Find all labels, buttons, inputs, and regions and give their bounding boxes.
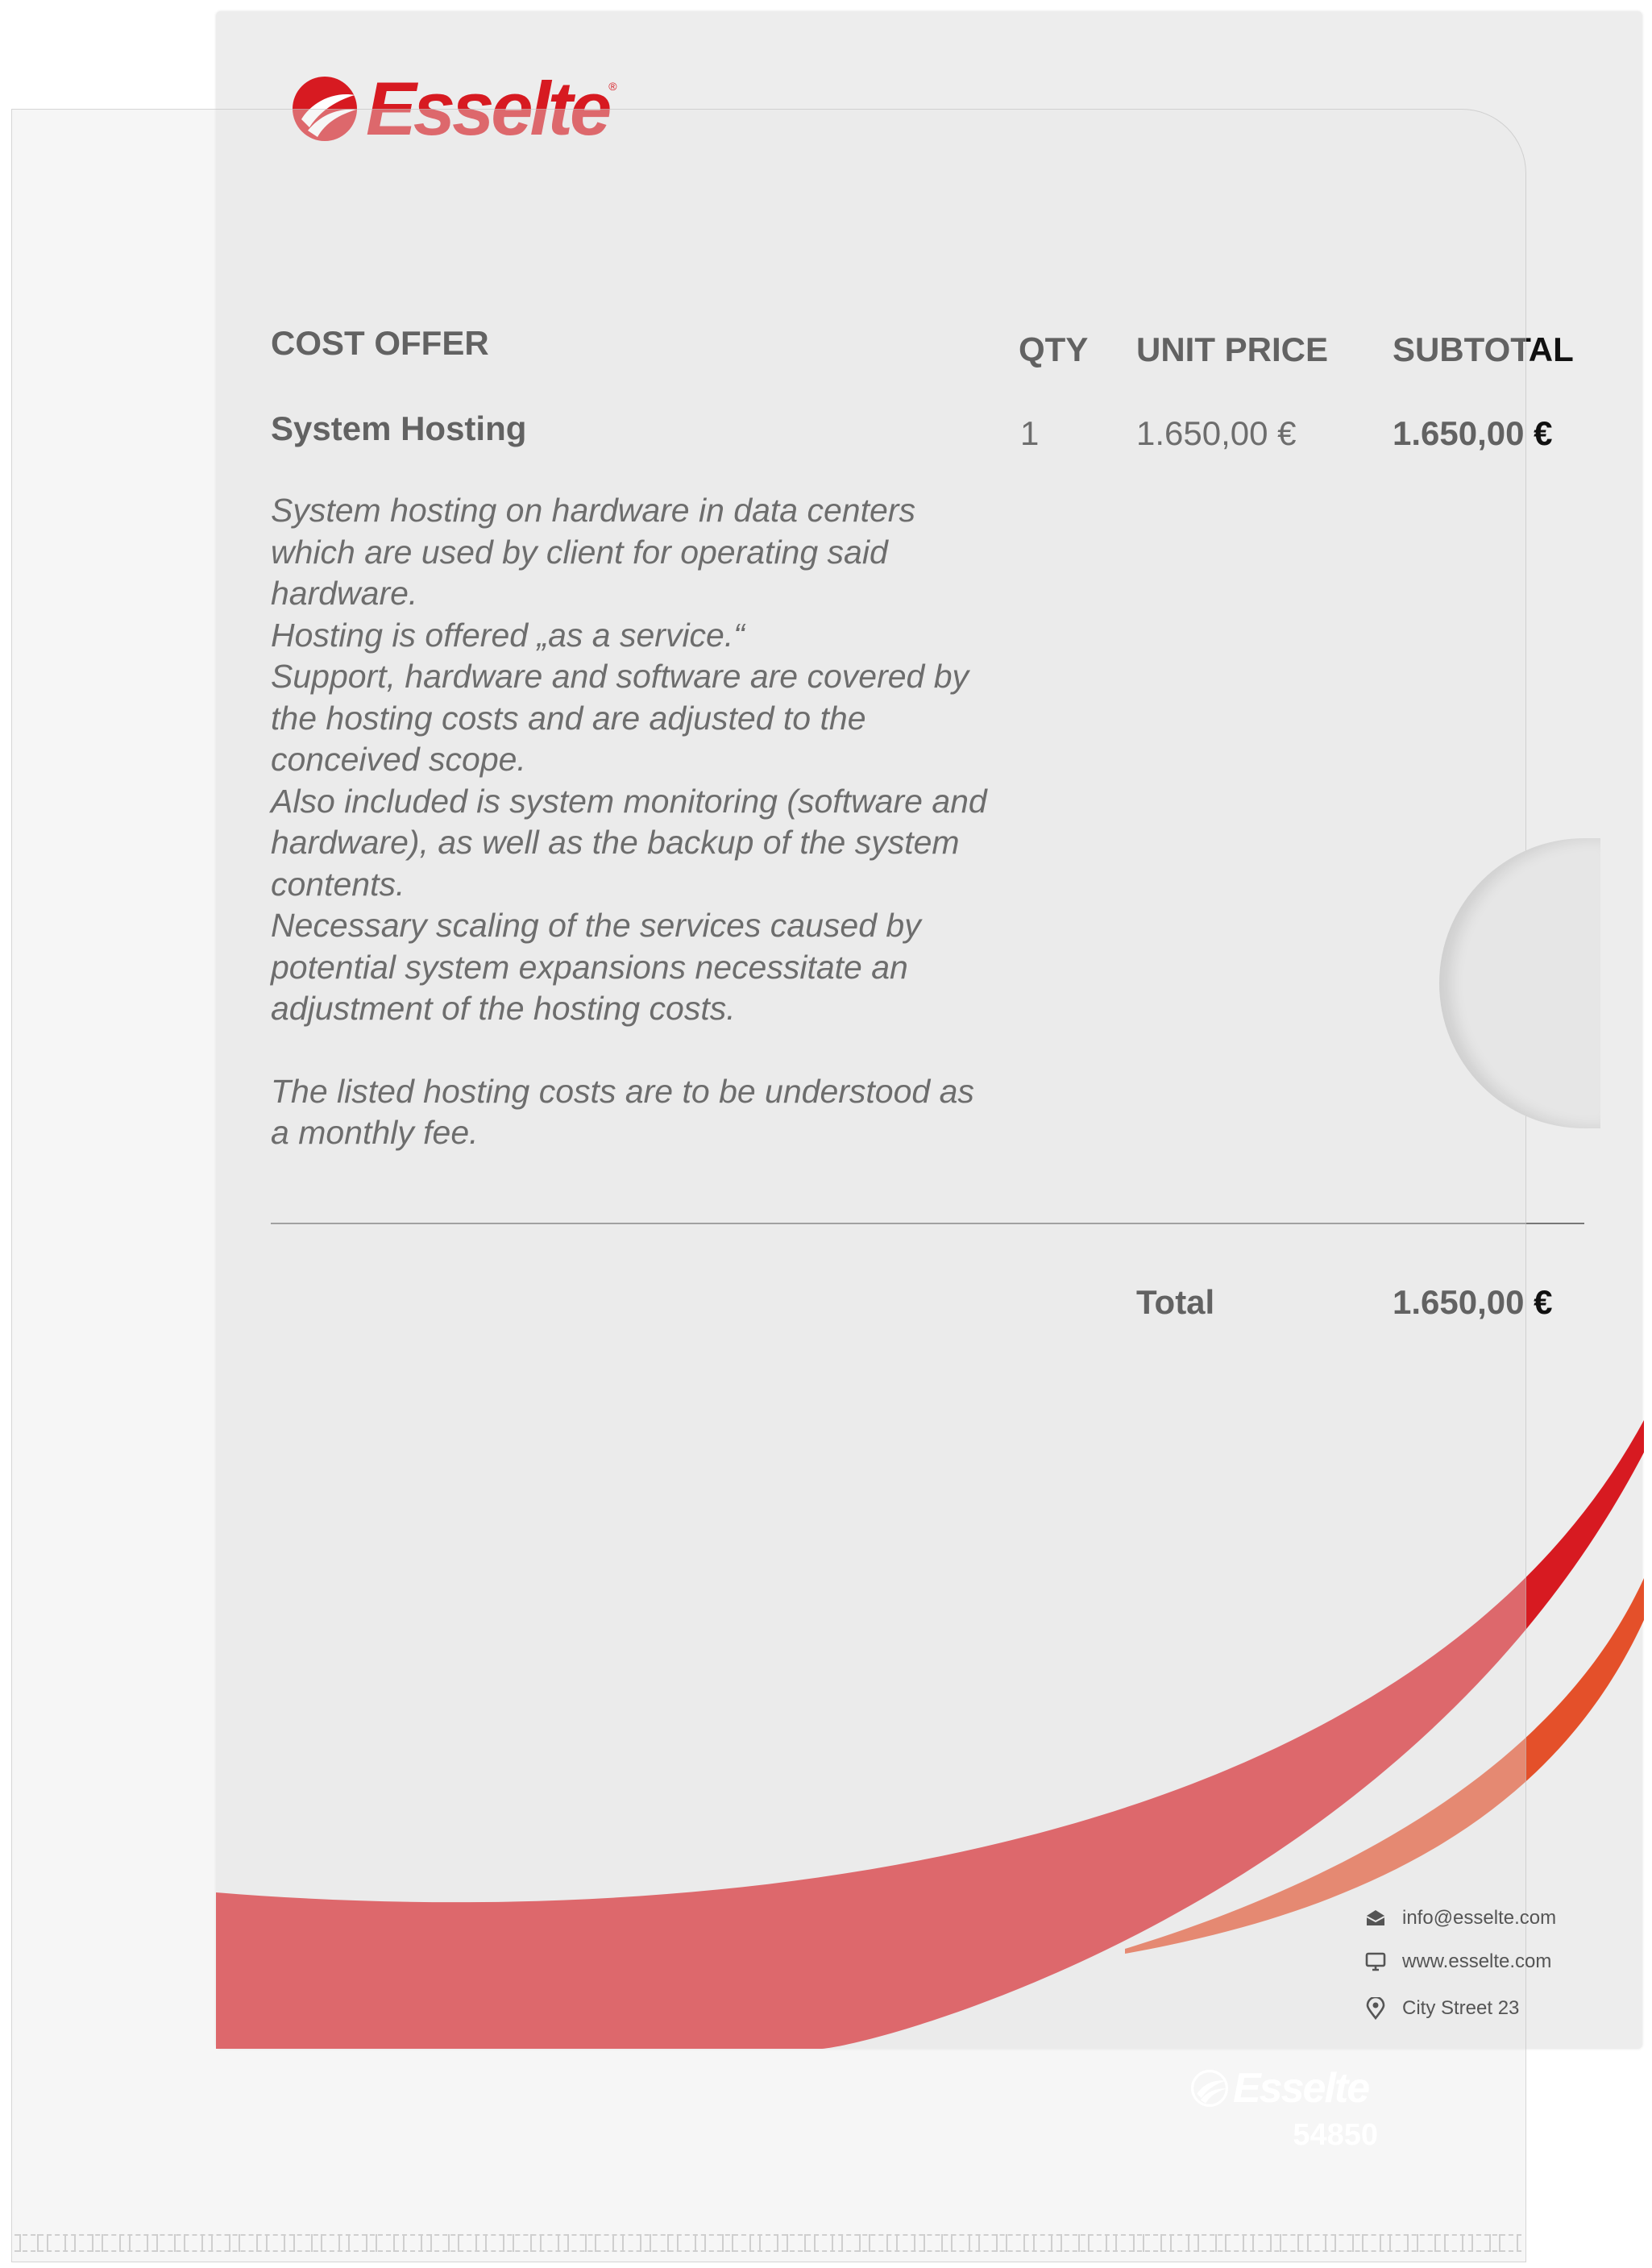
monitor-icon (1365, 1952, 1386, 1971)
contact-email-text: info@esselte.com (1402, 1907, 1557, 1929)
item-qty: 1 (1020, 414, 1040, 452)
contact-address (1365, 1997, 1519, 2020)
monthly-fee-note: The listed hosting costs are to be understood as a monthly fee. (271, 1072, 974, 1151)
packaging-brand: Esselte (1233, 2065, 1369, 2112)
description-line: Necessary scaling of the services caused by potential system expansions necessitate an adjustment of the hosting costs. (271, 907, 921, 1027)
esselte-swoosh-icon (1191, 2070, 1228, 2107)
clear-sleeve (11, 109, 1526, 2262)
perforated-edge (15, 2234, 1521, 2252)
description-line: Hosting is offered „as a service.“ (271, 616, 745, 654)
item-name: System Hosting (271, 409, 527, 447)
contact-website (1365, 1950, 1551, 1973)
subtotal-column-header: SUBTOTAL (1393, 330, 1574, 368)
description-line: Support, hardware and software are covered by the hosting costs and are adjusted to the conceived scope. (271, 658, 969, 778)
logo-wordmark: Esselte (366, 66, 609, 151)
description-line: System hosting on hardware in data centers which are used by client for operating said hardware. (271, 492, 915, 612)
location-pin-icon (1365, 1997, 1386, 2020)
qty-column-header: QTY (1019, 330, 1089, 368)
contact-website-text: www.esselte.com (1402, 1950, 1552, 1972)
total-label: Total (1136, 1283, 1215, 1321)
packaging-logo (1191, 2063, 1368, 2113)
description-line: Also included is system monitoring (software and hardware), as well as the backup of the system contents. (271, 782, 987, 903)
item-subtotal: 1.650,00 € (1393, 414, 1553, 452)
registered-mark: ® (608, 80, 617, 93)
total-value: 1.650,00 € (1393, 1283, 1553, 1321)
article-number: 54850 (1293, 2118, 1378, 2152)
contact-address-text: City Street 23 (1402, 1997, 1520, 2019)
unit-price-column-header: UNIT PRICE (1136, 330, 1329, 368)
cost-offer-heading: COST OFFER (271, 324, 489, 362)
contact-email (1365, 1907, 1556, 1929)
item-unit-price: 1.650,00 € (1136, 414, 1297, 452)
mail-icon (1365, 1909, 1386, 1927)
